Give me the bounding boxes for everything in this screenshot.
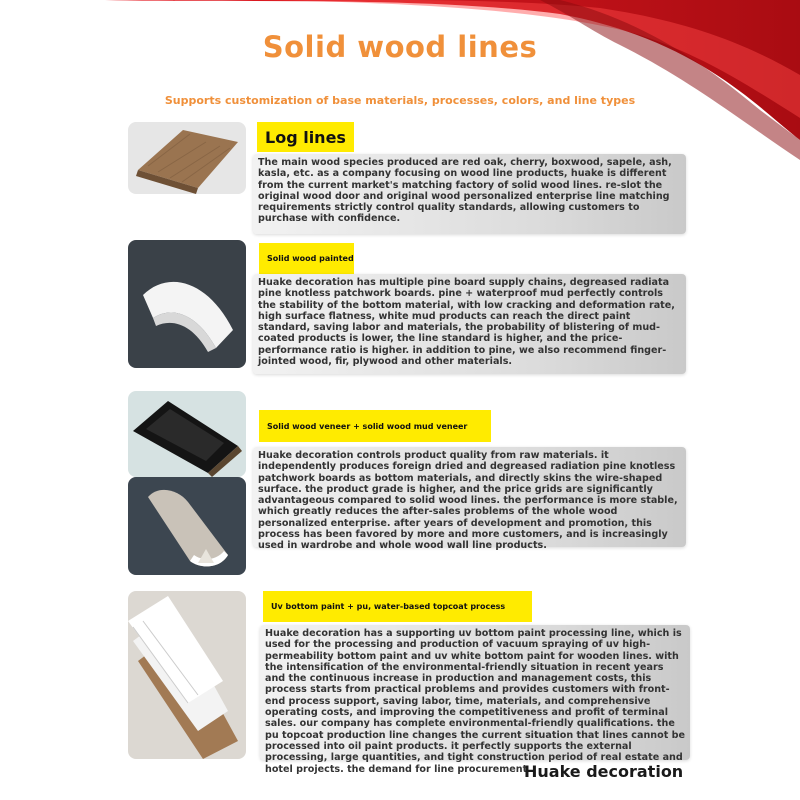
uv-paint-lines-photo xyxy=(128,591,246,759)
section-heading-uv-bottom-paint: Uv bottom paint + pu, water-based topcoat process xyxy=(263,591,532,622)
section-body-log-lines: The main wood species produced are red oak, cherry, boxwood, sapele, ash, kasla, etc. as a company focusing on wood line products, huake is different from the current market's matching factory of solid wood lines. re-slot the original wood door and original wood personalized enterprise line matching requirements strictly control quality standards, allowing customers to purchase with confidence. xyxy=(253,154,686,234)
white-painted-line-photo xyxy=(128,240,246,368)
page-subtitle: Supports customization of base materials, processes, colors, and line types xyxy=(164,94,636,107)
section-body-uv-bottom-paint: Huake decoration has a supporting uv bottom paint processing line, which is used for the processing and production of vacuum spraying of uv high-permeability bottom paint and uv white bottom paint for wooden lines. with the intensification of the environmental-friendly situation in recent years and the continuous increase in production and management costs, this process starts from practical problems and provides customers with front-end process support, saving labor, time, materials, and comprehensive operating costs, and improving the competitiveness and profit of terminal sales. our company has complete environmental-friendly qualifications. the pu topcoat production line changes the current situation that lines cannot be processed into oil paint products. it perfectly supports the external processing, large quantities, and tight construction period of real estate and hotel projects. the demand for line procurement. xyxy=(260,625,690,760)
section-heading-solid-wood-veneer: Solid wood veneer + solid wood mud veneer xyxy=(259,410,491,442)
section-body-solid-wood-painted: Huake decoration has multiple pine board supply chains, degreased radiata pine knotless patchwork boards. pine + waterproof mud perfectly controls the stability of the bottom material, with low cracking and deformation rate, high surface flatness, white mud products can reach the direct paint standard, saving labor and materials, the probability of blistering of mud-coated products is lower, the line standard is higher, and the price-performance ratio is higher. in addition to pine, we also recommend finger-jointed wood, fir, plywood and other materials. xyxy=(253,274,686,374)
red-banner xyxy=(0,0,800,160)
black-veneer-line-photo xyxy=(128,391,246,477)
page-title: Solid wood lines xyxy=(262,30,538,64)
section-heading-log-lines: Log lines xyxy=(257,122,354,152)
section-heading-solid-wood-painted: Solid wood painted xyxy=(259,243,354,274)
log-line-photo xyxy=(128,122,246,194)
section-body-solid-wood-veneer: Huake decoration controls product quality from raw materials. it independently produces foreign dried and degreased radiation pine knotless patchwork boards as bottom materials, and directly skins the wire-shaped surface. the product grade is higher, and the price grids are significantly advantageous compared to solid wood lines. the performance is more stable, which greatly reduces the after-sales problems of the whole wood personalized enterprise. after years of development and promotion, this process has been favored by more and more customers, and is increasingly used in wardrobe and whole wood wall line products. xyxy=(253,447,686,547)
footer-brand: Huake decoration xyxy=(524,762,684,781)
veneer-line-photo xyxy=(128,477,246,575)
